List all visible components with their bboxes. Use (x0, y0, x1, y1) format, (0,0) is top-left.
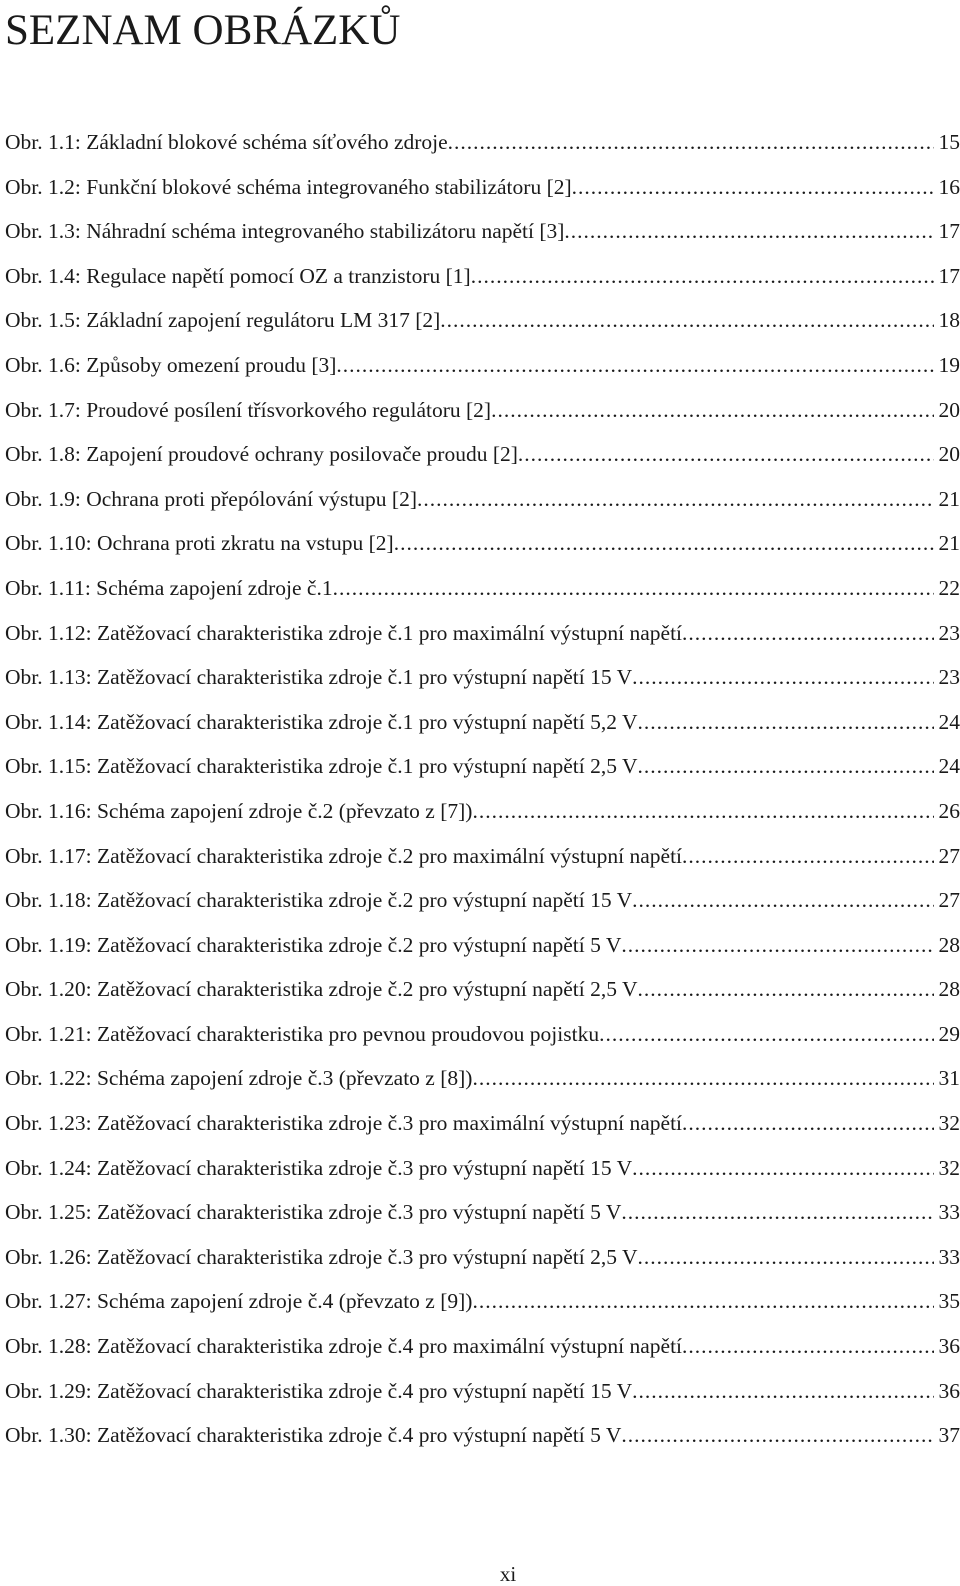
figure-list-item[interactable] (5, 1101, 960, 1146)
figure-list-item[interactable] (5, 744, 960, 789)
dot-leader (472, 789, 933, 833)
figure-list-item[interactable] (5, 1056, 960, 1101)
figure-page-number: 20 (934, 432, 960, 476)
figure-caption: Obr. 1.13: Zatěžovací charakteristika zdroje č.1 pro výstupní napětí 15 V (5, 655, 632, 699)
figure-caption: Obr. 1.2: Funkční blokové schéma integrovaného stabilizátoru [2] (5, 165, 572, 209)
figure-page-number: 19 (934, 343, 960, 387)
figure-list-item[interactable] (5, 655, 960, 700)
figure-list-item[interactable] (5, 1235, 960, 1280)
figure-caption: Obr. 1.1: Základní blokové schéma síťového zdroje (5, 120, 448, 164)
figure-caption: Obr. 1.12: Zatěžovací charakteristika zdroje č.1 pro maximální výstupní napětí (5, 611, 682, 655)
figure-list-item[interactable] (5, 923, 960, 968)
figure-page-number: 37 (934, 1413, 960, 1457)
figure-page-number: 32 (934, 1101, 960, 1145)
figure-list-item[interactable] (5, 432, 960, 477)
page-number: xi (0, 1562, 960, 1586)
figure-list-item[interactable] (5, 1012, 960, 1057)
figure-page-number: 32 (934, 1146, 960, 1190)
figure-list-item[interactable] (5, 789, 960, 834)
dot-leader (472, 1056, 933, 1100)
page-title: SEZNAM OBRÁZKŮ (5, 0, 400, 62)
dot-leader (621, 1190, 933, 1234)
figure-page-number: 18 (934, 298, 960, 342)
dot-leader (632, 655, 933, 699)
figure-page-number: 21 (934, 521, 960, 565)
dot-leader (333, 566, 934, 610)
figure-page-number: 31 (934, 1056, 960, 1100)
figure-page-number: 33 (934, 1235, 960, 1279)
figure-list-item[interactable] (5, 343, 960, 388)
figure-caption: Obr. 1.25: Zatěžovací charakteristika zdroje č.3 pro výstupní napětí 5 V (5, 1190, 621, 1234)
figure-page-number: 29 (934, 1012, 960, 1056)
figure-page-number: 27 (934, 834, 960, 878)
figure-caption: Obr. 1.22: Schéma zapojení zdroje č.3 (převzato z [8]) (5, 1056, 472, 1100)
figure-page-number: 36 (934, 1324, 960, 1368)
figure-caption: Obr. 1.18: Zatěžovací charakteristika zdroje č.2 pro výstupní napětí 15 V (5, 878, 632, 922)
figure-list-item[interactable] (5, 700, 960, 745)
figure-page-number: 28 (934, 923, 960, 967)
dot-leader (682, 1101, 933, 1145)
figure-page-number: 20 (934, 388, 960, 432)
figure-list-item[interactable] (5, 477, 960, 522)
figure-caption: Obr. 1.26: Zatěžovací charakteristika zdroje č.3 pro výstupní napětí 2,5 V (5, 1235, 637, 1279)
figure-caption: Obr. 1.6: Způsoby omezení proudu [3] (5, 343, 336, 387)
figure-caption: Obr. 1.4: Regulace napětí pomocí OZ a tranzistoru [1] (5, 254, 471, 298)
figure-caption: Obr. 1.8: Zapojení proudové ochrany posilovače proudu [2] (5, 432, 518, 476)
figure-page-number: 23 (934, 611, 960, 655)
dot-leader (336, 343, 933, 387)
dot-leader (564, 209, 933, 253)
figure-list-item[interactable] (5, 1369, 960, 1414)
figure-list-item[interactable] (5, 834, 960, 879)
dot-leader (637, 744, 933, 788)
figure-caption: Obr. 1.9: Ochrana proti přepólování výstupu [2] (5, 477, 417, 521)
dot-leader (518, 432, 934, 476)
figure-caption: Obr. 1.20: Zatěžovací charakteristika zdroje č.2 pro výstupní napětí 2,5 V (5, 967, 637, 1011)
figure-caption: Obr. 1.14: Zatěžovací charakteristika zdroje č.1 pro výstupní napětí 5,2 V (5, 700, 637, 744)
figure-page-number: 15 (934, 120, 960, 164)
figure-page-number: 21 (934, 477, 960, 521)
dot-leader (682, 1324, 933, 1368)
figure-list-item[interactable] (5, 611, 960, 656)
figure-caption: Obr. 1.7: Proudové posílení třísvorkového regulátoru [2] (5, 388, 491, 432)
dot-leader (682, 834, 933, 878)
dot-leader (471, 254, 934, 298)
dot-leader (394, 521, 934, 565)
dot-leader (440, 298, 933, 342)
figure-caption: Obr. 1.28: Zatěžovací charakteristika zdroje č.4 pro maximální výstupní napětí (5, 1324, 682, 1368)
figure-list-item[interactable] (5, 165, 960, 210)
dot-leader (491, 388, 933, 432)
figure-page-number: 16 (934, 165, 960, 209)
figure-caption: Obr. 1.29: Zatěžovací charakteristika zdroje č.4 pro výstupní napětí 15 V (5, 1369, 632, 1413)
figure-page-number: 17 (934, 254, 960, 298)
figure-caption: Obr. 1.17: Zatěžovací charakteristika zdroje č.2 pro maximální výstupní napětí (5, 834, 682, 878)
figure-page-number: 27 (934, 878, 960, 922)
figure-caption: Obr. 1.27: Schéma zapojení zdroje č.4 (převzato z [9]) (5, 1279, 472, 1323)
dot-leader (632, 878, 933, 922)
figure-page-number: 17 (934, 209, 960, 253)
figure-caption: Obr. 1.21: Zatěžovací charakteristika pro pevnou proudovou pojistku (5, 1012, 599, 1056)
figure-list-item[interactable] (5, 521, 960, 566)
figure-page-number: 28 (934, 967, 960, 1011)
figure-list-item[interactable] (5, 566, 960, 611)
figure-caption: Obr. 1.5: Základní zapojení regulátoru LM 317 [2] (5, 298, 440, 342)
figure-list-item[interactable] (5, 878, 960, 923)
figure-caption: Obr. 1.3: Náhradní schéma integrovaného stabilizátoru napětí [3] (5, 209, 564, 253)
dot-leader (572, 165, 934, 209)
dot-leader (621, 1413, 933, 1457)
figure-page-number: 23 (934, 655, 960, 699)
dot-leader (417, 477, 934, 521)
dot-leader (472, 1279, 933, 1323)
figure-list-item[interactable] (5, 967, 960, 1012)
figure-list-item[interactable] (5, 1146, 960, 1191)
dot-leader (637, 700, 933, 744)
dot-leader (632, 1369, 933, 1413)
dot-leader (637, 1235, 933, 1279)
dot-leader (448, 120, 934, 164)
figure-caption: Obr. 1.10: Ochrana proti zkratu na vstupu [2] (5, 521, 394, 565)
figure-caption: Obr. 1.24: Zatěžovací charakteristika zdroje č.3 pro výstupní napětí 15 V (5, 1146, 632, 1190)
figure-caption: Obr. 1.23: Zatěžovací charakteristika zdroje č.3 pro maximální výstupní napětí (5, 1101, 682, 1145)
figure-list-item[interactable] (5, 1190, 960, 1235)
figure-list (5, 120, 960, 1458)
figure-page-number: 24 (934, 700, 960, 744)
figure-list-item[interactable] (5, 1413, 960, 1458)
figure-list-item[interactable] (5, 209, 960, 254)
figure-list-item[interactable] (5, 298, 960, 343)
figure-page-number: 24 (934, 744, 960, 788)
figure-list-item[interactable] (5, 120, 960, 165)
figure-page-number: 22 (934, 566, 960, 610)
dot-leader (632, 1146, 933, 1190)
figure-list-item[interactable] (5, 254, 960, 299)
figure-caption: Obr. 1.11: Schéma zapojení zdroje č.1 (5, 566, 333, 610)
figure-caption: Obr. 1.30: Zatěžovací charakteristika zdroje č.4 pro výstupní napětí 5 V (5, 1413, 621, 1457)
figure-list-item[interactable] (5, 1324, 960, 1369)
figure-page-number: 26 (934, 789, 960, 833)
figure-caption: Obr. 1.15: Zatěžovací charakteristika zdroje č.1 pro výstupní napětí 2,5 V (5, 744, 637, 788)
figure-caption: Obr. 1.16: Schéma zapojení zdroje č.2 (převzato z [7]) (5, 789, 472, 833)
figure-page-number: 36 (934, 1369, 960, 1413)
figure-list-item[interactable] (5, 1279, 960, 1324)
figure-caption: Obr. 1.19: Zatěžovací charakteristika zdroje č.2 pro výstupní napětí 5 V (5, 923, 621, 967)
dot-leader (637, 967, 933, 1011)
figure-list-item[interactable] (5, 388, 960, 433)
dot-leader (621, 923, 933, 967)
dot-leader (599, 1012, 933, 1056)
figure-page-number: 33 (934, 1190, 960, 1234)
dot-leader (682, 611, 933, 655)
figure-page-number: 35 (934, 1279, 960, 1323)
